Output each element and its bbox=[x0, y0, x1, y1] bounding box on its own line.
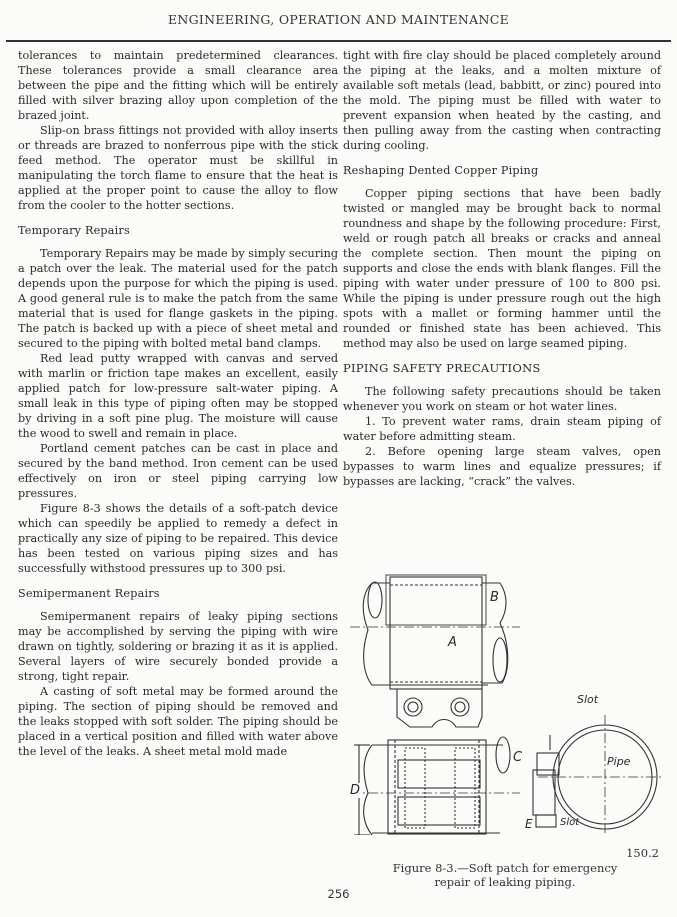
label-slot-bottom: Slot bbox=[560, 817, 580, 828]
label-pipe: Pipe bbox=[607, 755, 631, 768]
paragraph: Figure 8-3 shows the details of a soft-patch device which can speedily be applied to remedy a defect in practically any size of piping to be repaired. This device has been tested on various piping sizes and has successfully withstood pressures up to 300 psi. bbox=[18, 502, 338, 575]
page-number: 256 bbox=[327, 887, 350, 901]
paragraph: Copper piping sections that have been badly twisted or mangled may be brought back to normal roundness and shape by the following procedure: First, weld or rough patch all breaks or cracks and anneal the complete section. Then mount the piping on supports and close the ends with blank flanges. Fill the piping with water under pressure of 100 to 800 psi. While the piping is under pressure rough out the high spots with a mallet or forming hammer until the rounded or finished state has been achieved. This method may also be used on large seamed piping. bbox=[343, 187, 661, 350]
label-b: B bbox=[490, 590, 499, 605]
section-heading-semipermanent-repairs: Semipermanent Repairs bbox=[18, 587, 160, 600]
figure-number: 150.2 bbox=[626, 846, 659, 860]
figure-caption bbox=[350, 861, 660, 889]
paragraph: The following safety precautions should be taken whenever you work on steam or hot water lines. bbox=[343, 385, 661, 413]
paragraph: tolerances to maintain predetermined clearances. These tolerances provide a small clearance area between the pipe and the fitting which will be entirely filled with silver brazing alloy upon completion of the brazed joint. bbox=[18, 49, 338, 122]
paragraph: Semipermanent repairs of leaky piping sections may be accomplished by serving the piping with wire drawn on tightly, soldering or brazing it as it is applied. Several layers of wire securely bonded provide a strong, tight repair. bbox=[18, 610, 338, 683]
paragraph: tight with fire clay should be placed completely around the piping at the leaks, and a molten mixture of available soft metals (lead, babbitt, or zinc) poured into the mold. The piping must be filled with water to prevent expansion when heated by the casting, and then pulling away from the casting when contracting during cooling. bbox=[343, 49, 661, 152]
paragraph: Red lead putty wrapped with canvas and served with marlin or friction tape makes an excellent, easily applied patch for low-pressure salt-water piping. A small leak in this type of piping often may be stopped by driving in a soft pine plug. The moisture will cause the wood to swell and remain in place. bbox=[18, 352, 338, 440]
paragraph: A casting of soft metal may be formed around the piping. The section of piping should be removed and the leaks stopped with soft solder. The piping should be placed in a vertical position and filled with water above the level of the leaks. A sheet metal mold made bbox=[18, 685, 338, 758]
list-item: 2. Before opening large steam valves, open bypasses to warm lines and equalize pressures; if bypasses are lacking, “crack” the valves. bbox=[343, 445, 661, 488]
caption-line: repair of leaking piping. bbox=[434, 875, 576, 889]
section-heading-reshaping: Reshaping Dented Copper Piping bbox=[343, 164, 539, 177]
paragraph: Portland cement patches can be cast in place and secured by the band method. Iron cement can be used effectively on iron or steel piping carrying low pressures. bbox=[18, 442, 338, 500]
paragraph: Slip-on brass fittings not provided with alloy inserts or threads are brazed to nonferrous pipe with the stick feed method. The operator must be skillful in manipulating the torch flame to ensure that the heat is applied at the proper point to cause the alloy to flow from the cooler to the hotter sections. bbox=[18, 124, 338, 212]
paragraph: Temporary Repairs may be made by simply securing a patch over the leak. The material used for the patch depends upon the purpose for which the piping is used. A good general rule is to make the patch from the same material that is used for flange gaskets in the piping. The patch is backed up with a piece of sheet metal and secured to the piping with bolted metal band clamps. bbox=[18, 247, 338, 350]
label-d: D bbox=[350, 783, 361, 798]
running-header: ENGINEERING, OPERATION AND MAINTENANCE bbox=[167, 12, 510, 27]
left-column bbox=[18, 48, 338, 759]
figure-soft-patch-diagram bbox=[350, 545, 677, 835]
caption-line: Figure 8-3.—Soft patch for emergency bbox=[392, 861, 618, 875]
right-column bbox=[343, 48, 661, 489]
label-slot-top: Slot bbox=[577, 693, 599, 706]
label-c: C bbox=[513, 750, 523, 765]
label-a: A bbox=[448, 635, 457, 650]
list-item: 1. To prevent water rams, drain steam piping of water before admitting steam. bbox=[343, 415, 661, 443]
label-e: E bbox=[525, 817, 533, 831]
section-heading-temporary-repairs: Temporary Repairs bbox=[18, 224, 130, 237]
section-heading-safety: PIPING SAFETY PRECAUTIONS bbox=[343, 361, 541, 375]
header-rule bbox=[6, 40, 671, 42]
